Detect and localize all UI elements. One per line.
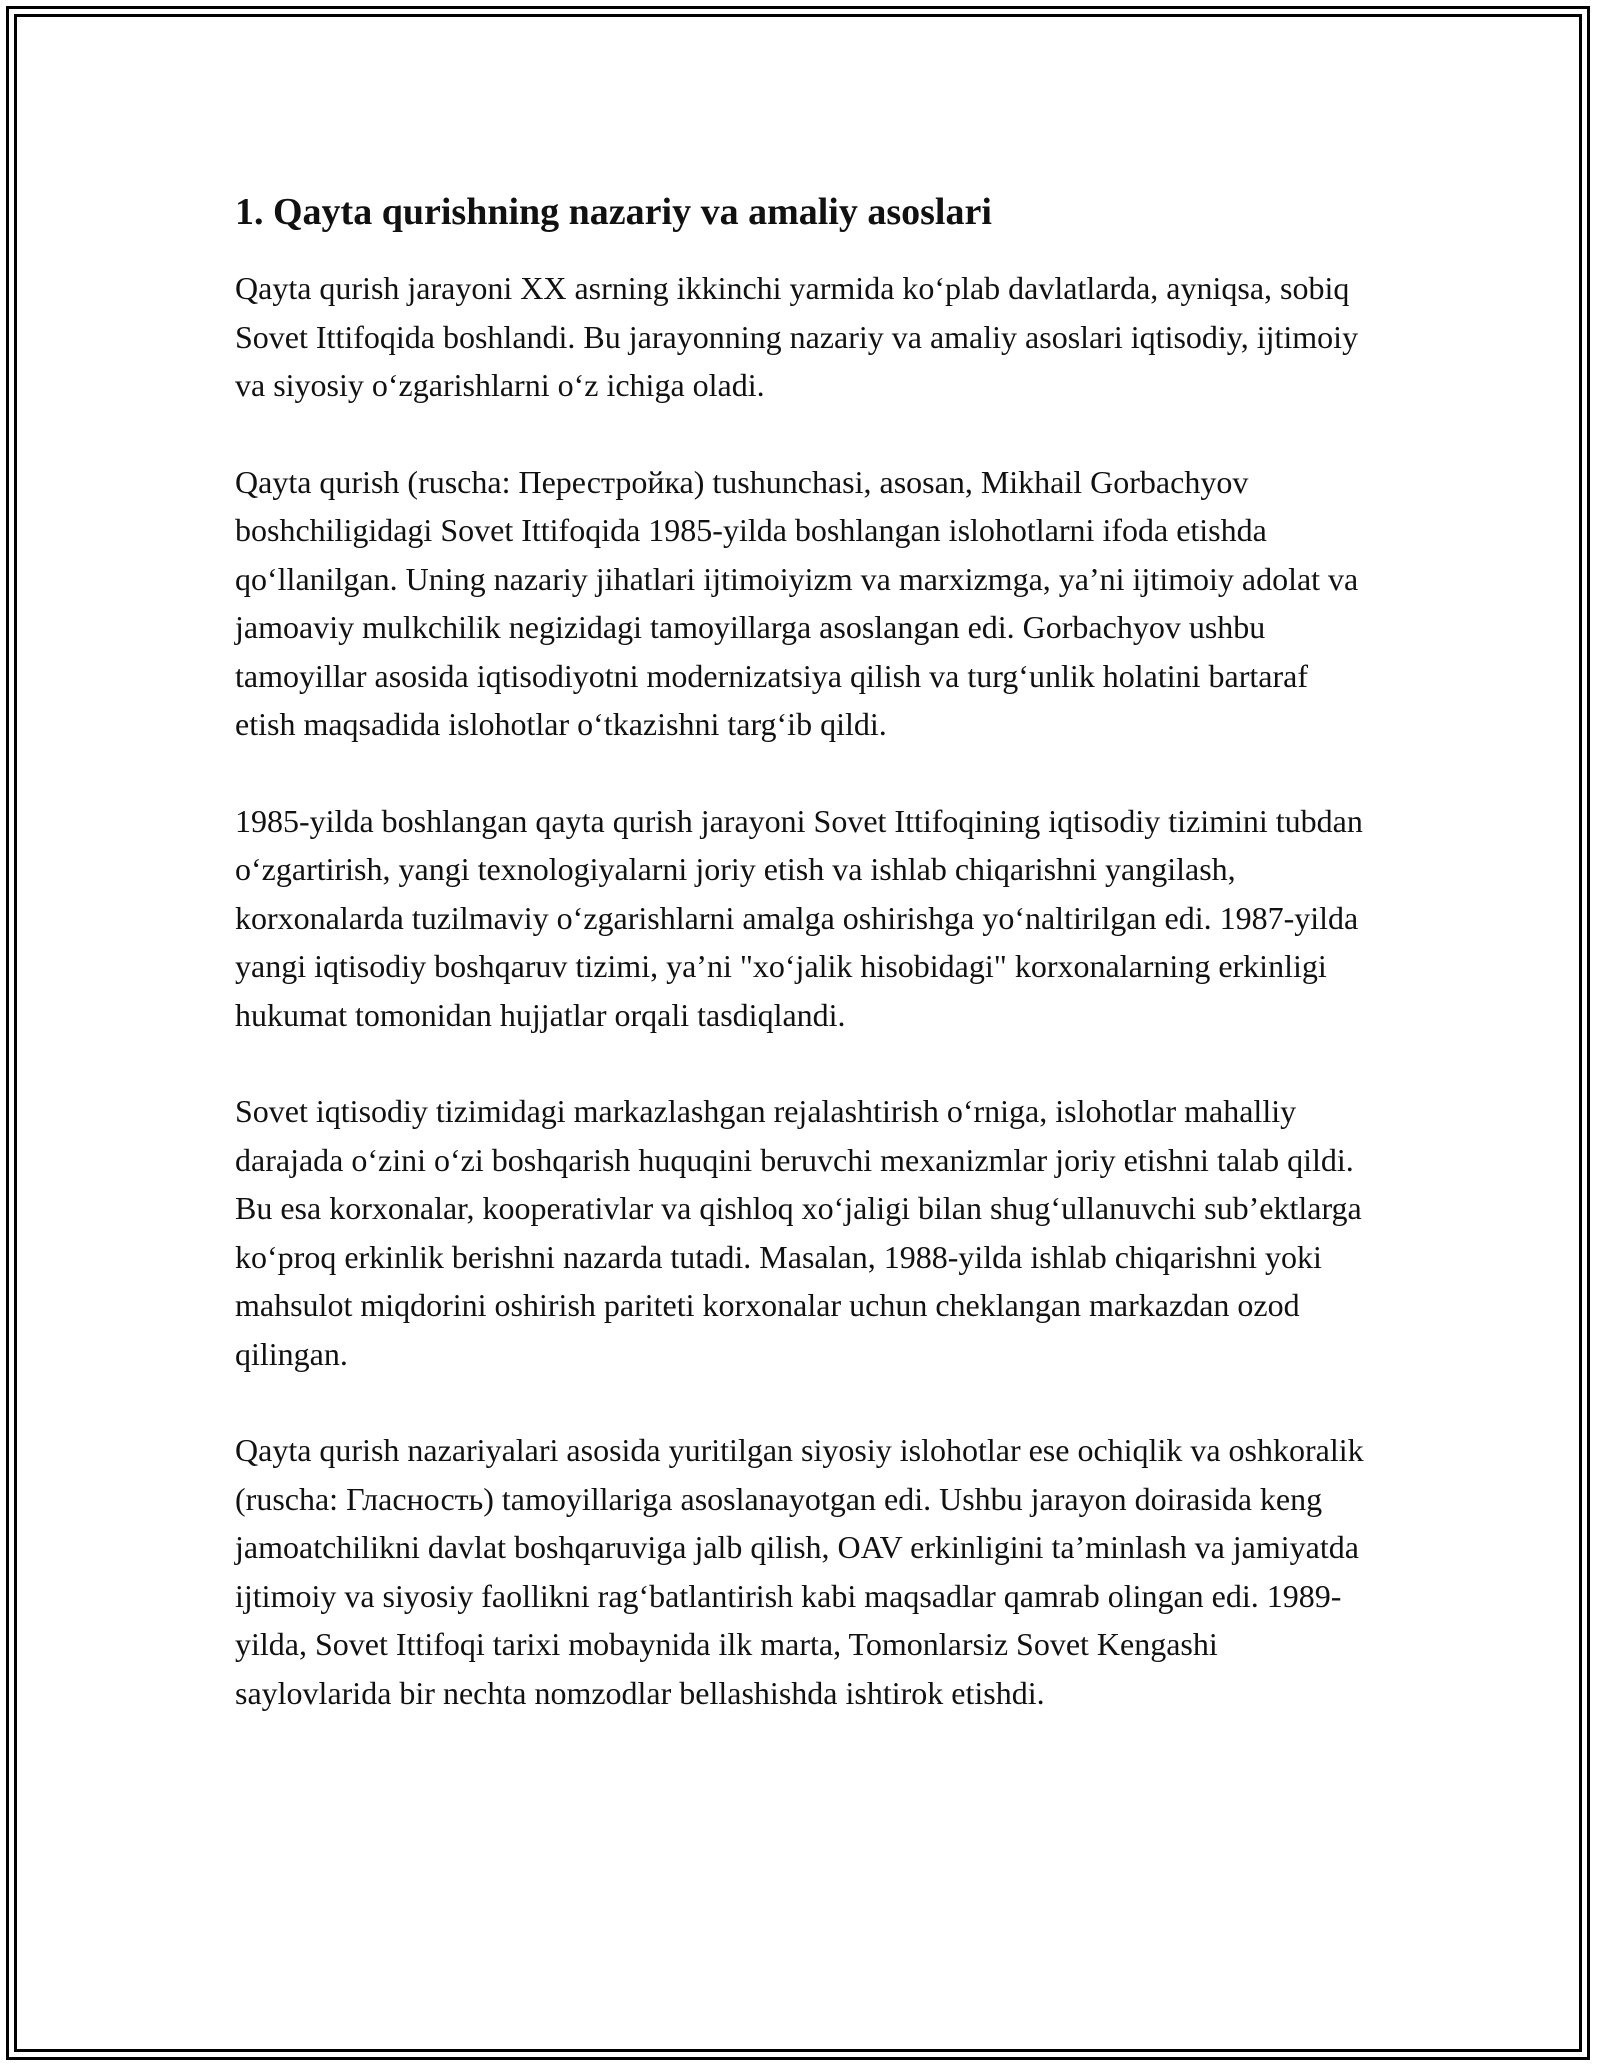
paragraph-glasnost: Qayta qurish nazariyalari asosida yuritilgan siyosiy islohotlar ese ochiqlik va oshkoralik (ruscha: Гласность) tamoyillariga asoslanayotgan edi. Ushbu jarayon doirasida keng jamoatchilikni davlat boshqaruviga jalb qilish, OAV erkinligini ta’minlash va jamiyatda ijtimoiy va siyosiy faollikni rag‘batlantirish kabi maqsadlar qamrab olingan edi. 1989-yilda, Sovet Ittifoqi tarixi mobaynida ilk marta, Tomonlarsiz Sovet Kengashi saylovlarida bir nechta nomzodlar bellashishda ishtirok etishdi. <box>235 1432 1364 1711</box>
paragraph-economic-reforms: 1985-yilda boshlangan qayta qurish jarayoni Sovet Ittifoqining iqtisodiy tizimini tubdan o‘zgartirish, yangi texnologiyalarni joriy etish va ishlab chiqarishni yangilash, korxonalarda tuzilmaviy o‘zgarishlarni amalga oshirishga yo‘naltirilgan edi. 1987-yilda yangi iqtisodiy boshqaruv tizimi, ya’ni "xo‘jalik hisobidagi" korxonalarning erkinligi hukumat tomonidan hujjatlar orqali tasdiqlandi. <box>235 802 1363 1033</box>
paragraph-local-self-management: Sovet iqtisodiy tizimidagi markazlashgan rejalashtirish o‘rniga, islohotlar mahalliy darajada o‘zini o‘zi boshqarish huquqini beruvchi mexanizmlar joriy etishni talab qildi. Bu esa korxonalar, kooperativlar va qishloq xo‘jaligi bilan shug‘ullanuvchi sub’ektlarga ko‘proq erkinlik berishni nazarda tutadi. Masalan, 1988-yilda ishlab chiqarishni yoki mahsulot miqdorini oshirish pariteti korxonalar uchun cheklangan markazdan ozod qilingan. <box>235 1093 1362 1372</box>
section-heading: 1. Qayta qurishning nazariy va amaliy asoslari <box>235 191 992 233</box>
document-body <box>235 188 1370 1765</box>
paragraph-perestroika-concept: Qayta qurish (ruscha: Перестройка) tushunchasi, asosan, Mikhail Gorbachyov boshchiligidagi Sovet Ittifoqida 1985-yilda boshlangan islohotlarni ifoda etishda qo‘llanilgan. Uning nazariy jihatlari ijtimoiyizm va marxizmga, ya’ni ijtimoiy adolat va jamoaviy mulkchilik negizidagi tamoyillarga asoslangan edi. Gorbachyov ushbu tamoyillar asosida iqtisodiyotni modernizatsiya qilish va turg‘unlik holatini bartaraf etish maqsadida islohotlar o‘tkazishni targ‘ib qildi. <box>235 463 1359 742</box>
paragraph-intro: Qayta qurish jarayoni XX asrning ikkinchi yarmida ko‘plab davlatlarda, ayniqsa, sobiq Sovet Ittifoqida boshlandi. Bu jarayonning nazariy va amaliy asoslari iqtisodiy, ijtimoiy va siyosiy o‘zgarishlarni o‘z ichiga oladi. <box>235 270 1359 403</box>
